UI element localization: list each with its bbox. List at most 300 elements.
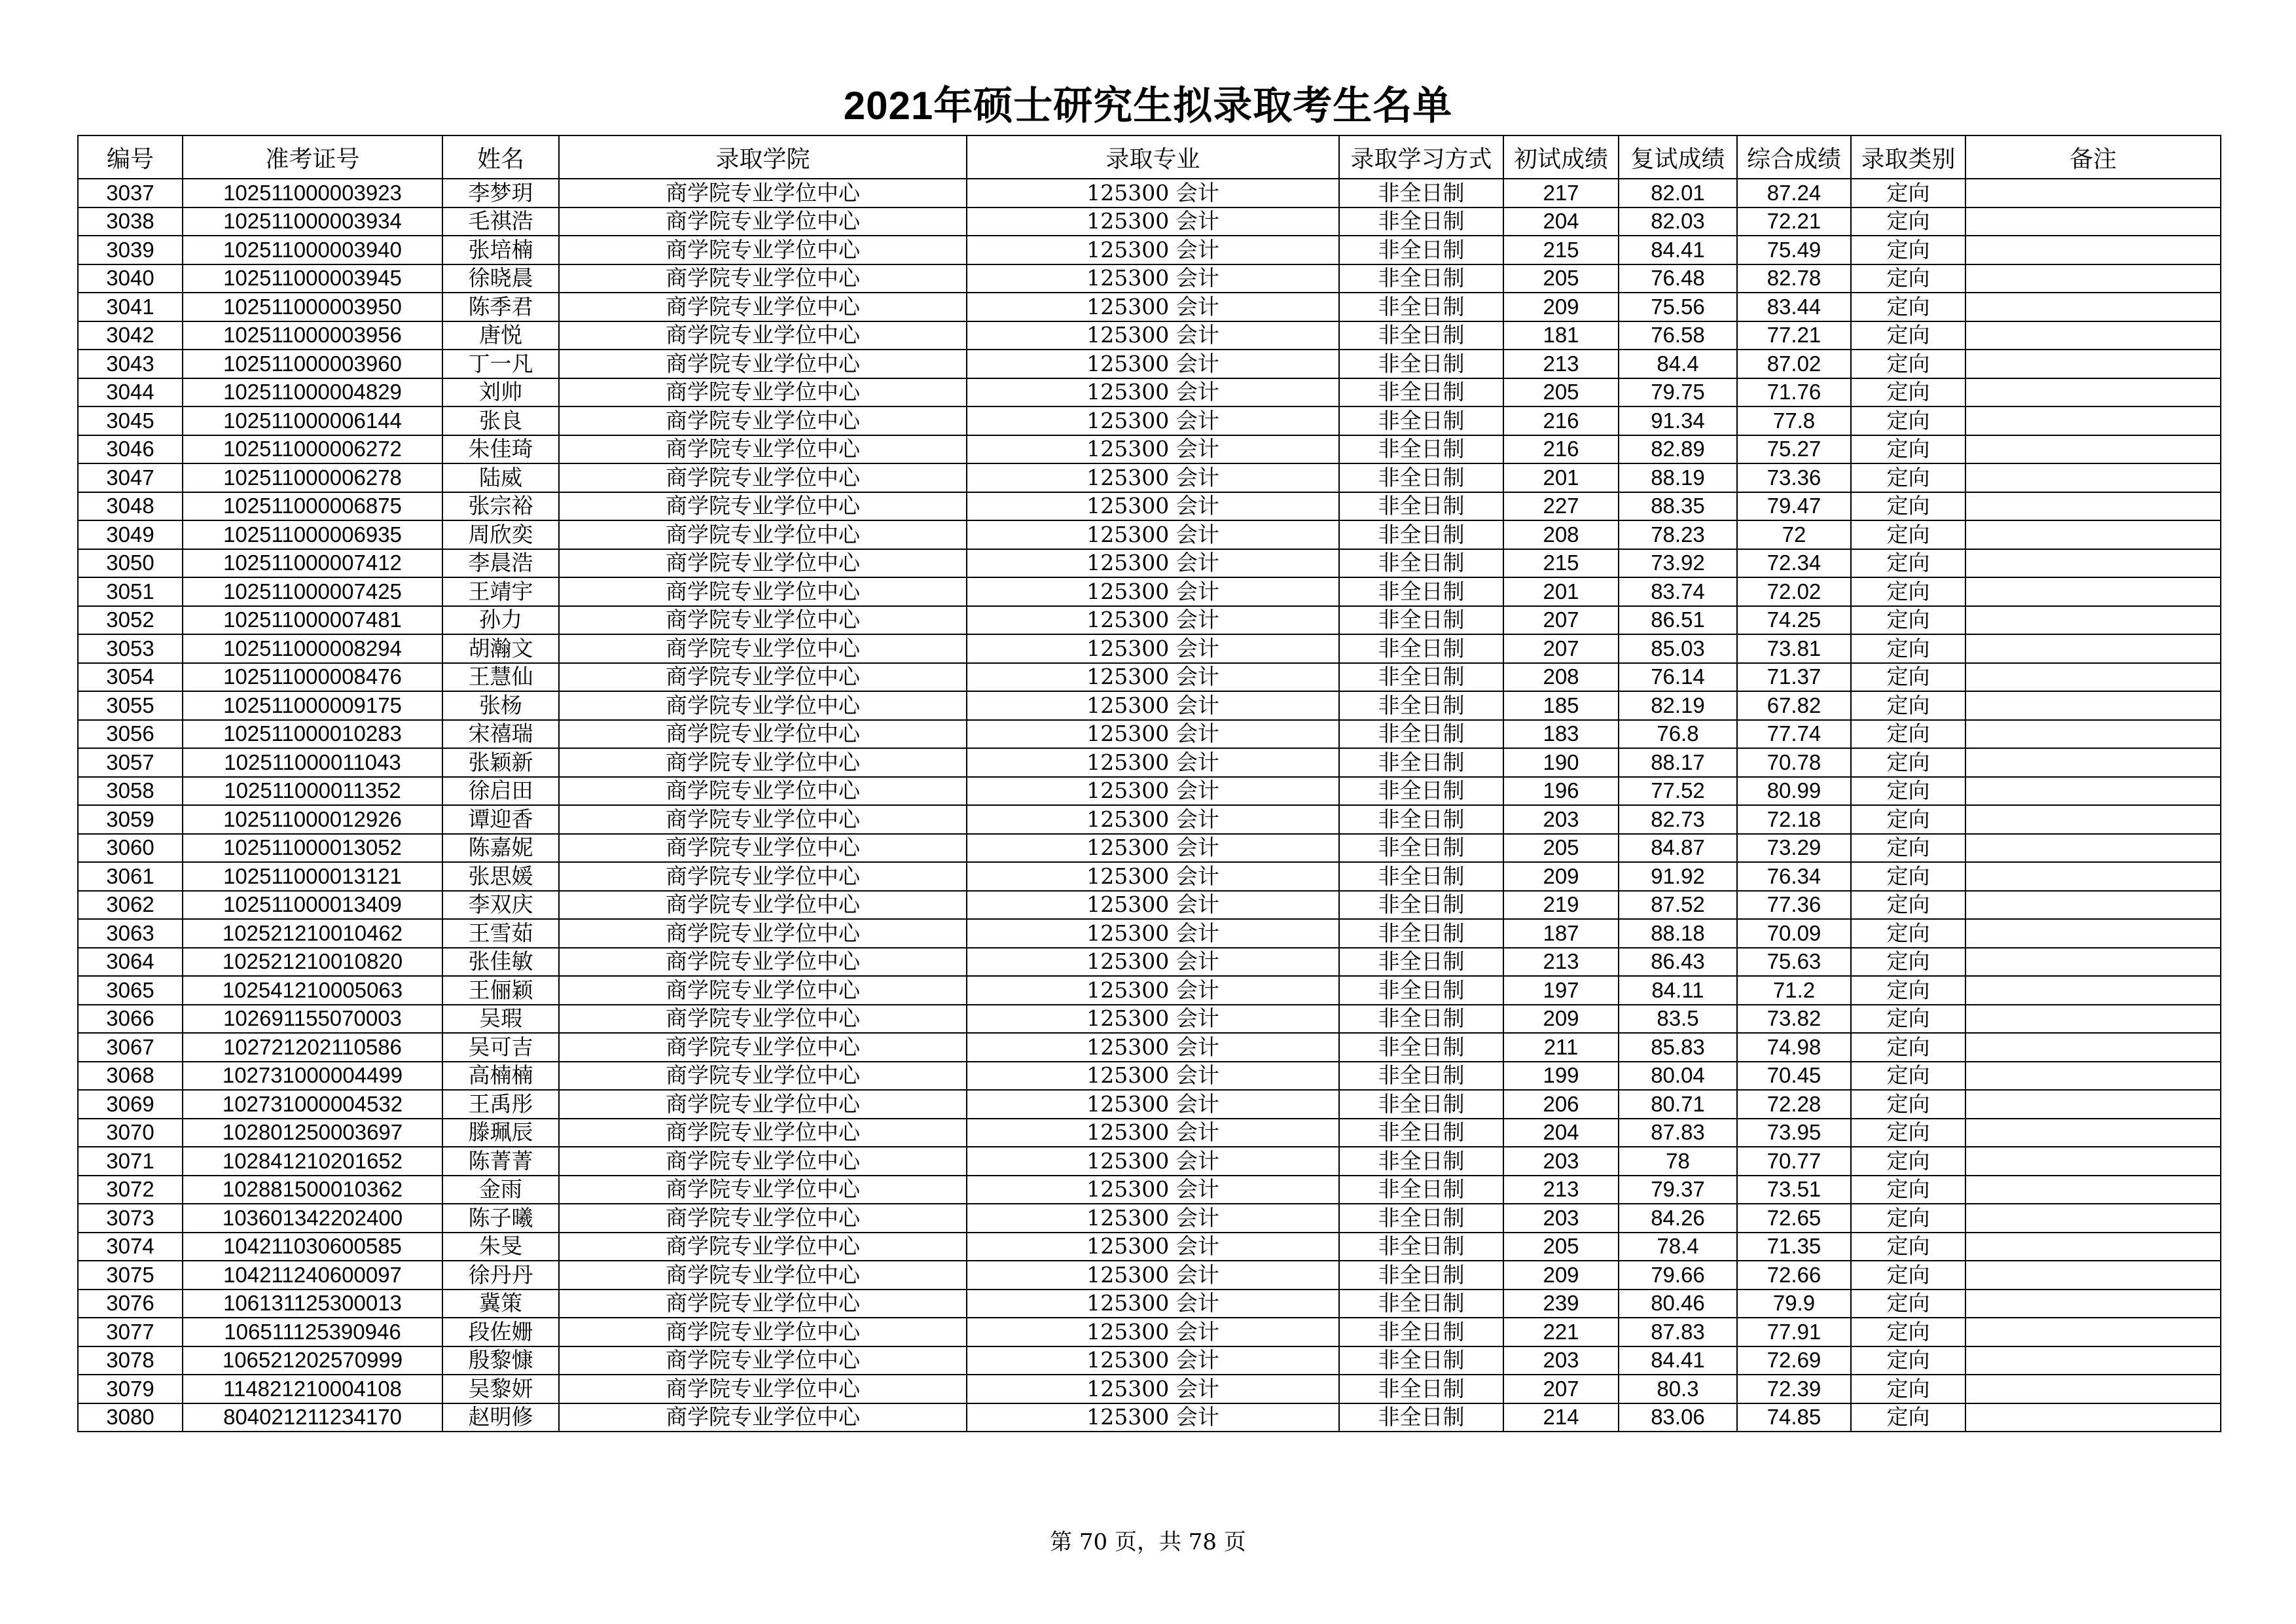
cell-prelim-score: 205 — [1503, 834, 1619, 863]
cell-prelim-score: 209 — [1503, 862, 1619, 891]
cell-college: 商学院专业学位中心 — [559, 435, 967, 464]
cell-category: 定向 — [1851, 948, 1965, 977]
cell-id: 3059 — [78, 805, 183, 834]
cell-total-score: 72.34 — [1737, 549, 1851, 578]
cell-college: 商学院专业学位中心 — [559, 1318, 967, 1346]
cell-id: 3068 — [78, 1062, 183, 1091]
cell-retest-score: 86.43 — [1619, 948, 1737, 977]
cell-remarks — [1965, 777, 2221, 806]
cell-prelim-score: 208 — [1503, 663, 1619, 692]
cell-name: 陆威 — [442, 463, 559, 492]
header-college: 录取学院 — [559, 135, 967, 179]
table-row — [78, 463, 2221, 492]
cell-retest-score: 78.4 — [1619, 1233, 1737, 1261]
cell-id: 3079 — [78, 1375, 183, 1403]
cell-college: 商学院专业学位中心 — [559, 1204, 967, 1233]
cell-retest-score: 84.4 — [1619, 350, 1737, 378]
cell-name: 陈子曦 — [442, 1204, 559, 1233]
cell-prelim-score: 207 — [1503, 634, 1619, 663]
table-row — [78, 834, 2221, 863]
cell-major: 125300 会计 — [967, 1176, 1339, 1204]
cell-major: 125300 会计 — [967, 236, 1339, 264]
cell-study-mode: 非全日制 — [1339, 549, 1503, 578]
cell-prelim-score: 213 — [1503, 948, 1619, 977]
cell-total-score: 75.27 — [1737, 435, 1851, 464]
cell-major: 125300 会计 — [967, 321, 1339, 350]
cell-study-mode: 非全日制 — [1339, 606, 1503, 635]
cell-exam-number: 102511000009175 — [183, 691, 442, 720]
cell-category: 定向 — [1851, 1005, 1965, 1034]
cell-major: 125300 会计 — [967, 293, 1339, 321]
cell-college: 商学院专业学位中心 — [559, 1346, 967, 1375]
cell-category: 定向 — [1851, 492, 1965, 521]
cell-remarks — [1965, 435, 2221, 464]
table-row — [78, 606, 2221, 635]
cell-study-mode: 非全日制 — [1339, 834, 1503, 863]
cell-retest-score: 76.48 — [1619, 264, 1737, 293]
cell-retest-score: 91.92 — [1619, 862, 1737, 891]
cell-remarks — [1965, 406, 2221, 435]
cell-id: 3078 — [78, 1346, 183, 1375]
cell-name: 毛祺浩 — [442, 208, 559, 236]
table-row — [78, 435, 2221, 464]
cell-remarks — [1965, 1176, 2221, 1204]
cell-id: 3053 — [78, 634, 183, 663]
cell-exam-number: 102511000011043 — [183, 748, 442, 777]
cell-retest-score: 82.19 — [1619, 691, 1737, 720]
cell-id: 3043 — [78, 350, 183, 378]
cell-college: 商学院专业学位中心 — [559, 1375, 967, 1403]
cell-major: 125300 会计 — [967, 463, 1339, 492]
cell-major: 125300 会计 — [967, 834, 1339, 863]
cell-college: 商学院专业学位中心 — [559, 1090, 967, 1119]
cell-category: 定向 — [1851, 1204, 1965, 1233]
cell-total-score: 77.74 — [1737, 720, 1851, 749]
cell-id: 3069 — [78, 1090, 183, 1119]
cell-college: 商学院专业学位中心 — [559, 406, 967, 435]
cell-id: 3052 — [78, 606, 183, 635]
cell-exam-number: 103601342202400 — [183, 1204, 442, 1233]
cell-exam-number: 102511000004829 — [183, 378, 442, 407]
cell-category: 定向 — [1851, 236, 1965, 264]
cell-prelim-score: 227 — [1503, 492, 1619, 521]
table-row — [78, 748, 2221, 777]
table-row — [78, 350, 2221, 378]
table-row — [78, 634, 2221, 663]
cell-exam-number: 102521210010462 — [183, 919, 442, 948]
cell-college: 商学院专业学位中心 — [559, 350, 967, 378]
cell-exam-number: 102691155070003 — [183, 1005, 442, 1034]
cell-exam-number: 102511000006935 — [183, 520, 442, 549]
cell-exam-number: 102511000013409 — [183, 891, 442, 920]
cell-remarks — [1965, 663, 2221, 692]
cell-name: 李双庆 — [442, 891, 559, 920]
cell-id: 3067 — [78, 1033, 183, 1062]
cell-id: 3064 — [78, 948, 183, 977]
table-row — [78, 720, 2221, 749]
cell-id: 3046 — [78, 435, 183, 464]
cell-college: 商学院专业学位中心 — [559, 1005, 967, 1034]
cell-prelim-score: 215 — [1503, 549, 1619, 578]
cell-study-mode: 非全日制 — [1339, 350, 1503, 378]
cell-major: 125300 会计 — [967, 634, 1339, 663]
cell-remarks — [1965, 378, 2221, 407]
cell-id: 3061 — [78, 862, 183, 891]
cell-major: 125300 会计 — [967, 577, 1339, 606]
cell-major: 125300 会计 — [967, 435, 1339, 464]
cell-prelim-score: 211 — [1503, 1033, 1619, 1062]
cell-id: 3073 — [78, 1204, 183, 1233]
cell-retest-score: 78 — [1619, 1147, 1737, 1176]
cell-remarks — [1965, 1119, 2221, 1147]
cell-retest-score: 80.71 — [1619, 1090, 1737, 1119]
cell-remarks — [1965, 891, 2221, 920]
cell-name: 徐启田 — [442, 777, 559, 806]
cell-retest-score: 84.11 — [1619, 976, 1737, 1005]
cell-exam-number: 102511000012926 — [183, 805, 442, 834]
cell-prelim-score: 206 — [1503, 1090, 1619, 1119]
cell-name: 滕珮辰 — [442, 1119, 559, 1147]
table-body — [78, 179, 2221, 1432]
cell-college: 商学院专业学位中心 — [559, 1233, 967, 1261]
table-row — [78, 179, 2221, 208]
cell-name: 徐丹丹 — [442, 1261, 559, 1290]
cell-name: 朱佳琦 — [442, 435, 559, 464]
cell-major: 125300 会计 — [967, 1005, 1339, 1034]
cell-total-score: 74.98 — [1737, 1033, 1851, 1062]
cell-id: 3050 — [78, 549, 183, 578]
cell-category: 定向 — [1851, 463, 1965, 492]
cell-id: 3039 — [78, 236, 183, 264]
cell-name: 徐晓晨 — [442, 264, 559, 293]
cell-retest-score: 82.73 — [1619, 805, 1737, 834]
cell-name: 金雨 — [442, 1176, 559, 1204]
cell-college: 商学院专业学位中心 — [559, 891, 967, 920]
cell-name: 吴可吉 — [442, 1033, 559, 1062]
cell-major: 125300 会计 — [967, 350, 1339, 378]
cell-retest-score: 79.66 — [1619, 1261, 1737, 1290]
cell-remarks — [1965, 179, 2221, 208]
cell-remarks — [1965, 948, 2221, 977]
cell-retest-score: 76.8 — [1619, 720, 1737, 749]
cell-total-score: 73.81 — [1737, 634, 1851, 663]
cell-major: 125300 会计 — [967, 1062, 1339, 1091]
cell-total-score: 71.35 — [1737, 1233, 1851, 1261]
cell-id: 3045 — [78, 406, 183, 435]
cell-college: 商学院专业学位中心 — [559, 862, 967, 891]
cell-name: 王慧仙 — [442, 663, 559, 692]
cell-prelim-score: 201 — [1503, 463, 1619, 492]
cell-study-mode: 非全日制 — [1339, 948, 1503, 977]
cell-major: 125300 会计 — [967, 606, 1339, 635]
cell-study-mode: 非全日制 — [1339, 520, 1503, 549]
cell-prelim-score: 181 — [1503, 321, 1619, 350]
cell-study-mode: 非全日制 — [1339, 691, 1503, 720]
cell-prelim-score: 199 — [1503, 1062, 1619, 1091]
cell-retest-score: 73.92 — [1619, 549, 1737, 578]
table-row — [78, 1375, 2221, 1403]
cell-major: 125300 会计 — [967, 1119, 1339, 1147]
cell-total-score: 70.45 — [1737, 1062, 1851, 1091]
table-row — [78, 321, 2221, 350]
table-row — [78, 1403, 2221, 1432]
cell-remarks — [1965, 834, 2221, 863]
cell-name: 张颖新 — [442, 748, 559, 777]
cell-category: 定向 — [1851, 179, 1965, 208]
cell-major: 125300 会计 — [967, 549, 1339, 578]
table-row — [78, 1290, 2221, 1318]
cell-college: 商学院专业学位中心 — [559, 208, 967, 236]
cell-id: 3054 — [78, 663, 183, 692]
cell-study-mode: 非全日制 — [1339, 663, 1503, 692]
cell-study-mode: 非全日制 — [1339, 236, 1503, 264]
header-remarks: 备注 — [1965, 135, 2221, 179]
cell-id: 3057 — [78, 748, 183, 777]
cell-name: 陈季君 — [442, 293, 559, 321]
cell-retest-score: 91.34 — [1619, 406, 1737, 435]
cell-name: 张杨 — [442, 691, 559, 720]
cell-remarks — [1965, 919, 2221, 948]
cell-remarks — [1965, 236, 2221, 264]
cell-category: 定向 — [1851, 293, 1965, 321]
cell-id: 3051 — [78, 577, 183, 606]
cell-category: 定向 — [1851, 577, 1965, 606]
table-row — [78, 577, 2221, 606]
cell-exam-number: 102511000003960 — [183, 350, 442, 378]
cell-college: 商学院专业学位中心 — [559, 264, 967, 293]
cell-retest-score: 78.23 — [1619, 520, 1737, 549]
cell-major: 125300 会计 — [967, 1204, 1339, 1233]
cell-study-mode: 非全日制 — [1339, 1403, 1503, 1432]
cell-total-score: 77.91 — [1737, 1318, 1851, 1346]
table-row — [78, 663, 2221, 692]
cell-name: 张培楠 — [442, 236, 559, 264]
cell-study-mode: 非全日制 — [1339, 1062, 1503, 1091]
cell-remarks — [1965, 720, 2221, 749]
cell-exam-number: 102511000006875 — [183, 492, 442, 521]
cell-retest-score: 80.3 — [1619, 1375, 1737, 1403]
cell-name: 王靖宇 — [442, 577, 559, 606]
cell-id: 3071 — [78, 1147, 183, 1176]
cell-remarks — [1965, 549, 2221, 578]
cell-college: 商学院专业学位中心 — [559, 777, 967, 806]
cell-id: 3038 — [78, 208, 183, 236]
cell-college: 商学院专业学位中心 — [559, 834, 967, 863]
cell-id: 3062 — [78, 891, 183, 920]
cell-category: 定向 — [1851, 208, 1965, 236]
cell-id: 3076 — [78, 1290, 183, 1318]
cell-name: 唐悦 — [442, 321, 559, 350]
cell-total-score: 72.69 — [1737, 1346, 1851, 1375]
cell-total-score: 79.9 — [1737, 1290, 1851, 1318]
cell-name: 张良 — [442, 406, 559, 435]
cell-total-score: 70.77 — [1737, 1147, 1851, 1176]
table-row — [78, 948, 2221, 977]
cell-prelim-score: 207 — [1503, 606, 1619, 635]
cell-remarks — [1965, 1318, 2221, 1346]
cell-category: 定向 — [1851, 1290, 1965, 1318]
cell-category: 定向 — [1851, 1090, 1965, 1119]
cell-study-mode: 非全日制 — [1339, 1375, 1503, 1403]
cell-college: 商学院专业学位中心 — [559, 948, 967, 977]
cell-college: 商学院专业学位中心 — [559, 577, 967, 606]
cell-major: 125300 会计 — [967, 406, 1339, 435]
table-row — [78, 1204, 2221, 1233]
cell-prelim-score: 205 — [1503, 378, 1619, 407]
cell-major: 125300 会计 — [967, 748, 1339, 777]
cell-total-score: 77.8 — [1737, 406, 1851, 435]
cell-name: 周欣奕 — [442, 520, 559, 549]
cell-category: 定向 — [1851, 1346, 1965, 1375]
cell-category: 定向 — [1851, 264, 1965, 293]
cell-retest-score: 77.52 — [1619, 777, 1737, 806]
table-row — [78, 236, 2221, 264]
cell-college: 商学院专业学位中心 — [559, 492, 967, 521]
cell-exam-number: 104211240600097 — [183, 1261, 442, 1290]
cell-total-score: 71.37 — [1737, 663, 1851, 692]
cell-study-mode: 非全日制 — [1339, 463, 1503, 492]
cell-major: 125300 会计 — [967, 208, 1339, 236]
cell-prelim-score: 183 — [1503, 720, 1619, 749]
cell-category: 定向 — [1851, 606, 1965, 635]
cell-prelim-score: 196 — [1503, 777, 1619, 806]
cell-category: 定向 — [1851, 891, 1965, 920]
table-row — [78, 1119, 2221, 1147]
table-row — [78, 1005, 2221, 1034]
cell-major: 125300 会计 — [967, 919, 1339, 948]
cell-major: 125300 会计 — [967, 663, 1339, 692]
cell-remarks — [1965, 1261, 2221, 1290]
table-row — [78, 1233, 2221, 1261]
table-row — [78, 805, 2221, 834]
cell-remarks — [1965, 520, 2221, 549]
cell-id: 3077 — [78, 1318, 183, 1346]
cell-id: 3065 — [78, 976, 183, 1005]
cell-study-mode: 非全日制 — [1339, 264, 1503, 293]
cell-retest-score: 83.74 — [1619, 577, 1737, 606]
cell-name: 吴瑕 — [442, 1005, 559, 1034]
cell-id: 3060 — [78, 834, 183, 863]
cell-college: 商学院专业学位中心 — [559, 663, 967, 692]
cell-name: 王雪茹 — [442, 919, 559, 948]
cell-exam-number: 106131125300013 — [183, 1290, 442, 1318]
cell-college: 商学院专业学位中心 — [559, 1290, 967, 1318]
cell-prelim-score: 208 — [1503, 520, 1619, 549]
cell-exam-number: 102511000006278 — [183, 463, 442, 492]
page-title: 2021年硕士研究生拟录取考生名单 — [843, 84, 1453, 128]
cell-total-score: 75.49 — [1737, 236, 1851, 264]
cell-id: 3074 — [78, 1233, 183, 1261]
cell-id: 3056 — [78, 720, 183, 749]
cell-major: 125300 会计 — [967, 1403, 1339, 1432]
cell-total-score: 73.36 — [1737, 463, 1851, 492]
cell-category: 定向 — [1851, 1147, 1965, 1176]
cell-exam-number: 804021211234170 — [183, 1403, 442, 1432]
cell-retest-score: 75.56 — [1619, 293, 1737, 321]
cell-prelim-score: 203 — [1503, 805, 1619, 834]
cell-category: 定向 — [1851, 1403, 1965, 1432]
cell-college: 商学院专业学位中心 — [559, 1033, 967, 1062]
cell-study-mode: 非全日制 — [1339, 1261, 1503, 1290]
cell-retest-score: 76.58 — [1619, 321, 1737, 350]
cell-college: 商学院专业学位中心 — [559, 1119, 967, 1147]
cell-major: 125300 会计 — [967, 492, 1339, 521]
cell-name: 孙力 — [442, 606, 559, 635]
cell-retest-score: 82.03 — [1619, 208, 1737, 236]
cell-exam-number: 106511125390946 — [183, 1318, 442, 1346]
cell-total-score: 67.82 — [1737, 691, 1851, 720]
cell-total-score: 72.65 — [1737, 1204, 1851, 1233]
cell-college: 商学院专业学位中心 — [559, 378, 967, 407]
cell-study-mode: 非全日制 — [1339, 179, 1503, 208]
cell-major: 125300 会计 — [967, 1147, 1339, 1176]
cell-remarks — [1965, 577, 2221, 606]
cell-category: 定向 — [1851, 720, 1965, 749]
table-row — [78, 1346, 2221, 1375]
cell-remarks — [1965, 1403, 2221, 1432]
cell-name: 胡瀚文 — [442, 634, 559, 663]
table-row — [78, 777, 2221, 806]
cell-prelim-score: 213 — [1503, 350, 1619, 378]
cell-college: 商学院专业学位中心 — [559, 1176, 967, 1204]
cell-retest-score: 79.75 — [1619, 378, 1737, 407]
cell-study-mode: 非全日制 — [1339, 720, 1503, 749]
cell-category: 定向 — [1851, 406, 1965, 435]
cell-category: 定向 — [1851, 1261, 1965, 1290]
cell-category: 定向 — [1851, 691, 1965, 720]
table-row — [78, 293, 2221, 321]
cell-retest-score: 80.04 — [1619, 1062, 1737, 1091]
cell-retest-score: 88.18 — [1619, 919, 1737, 948]
cell-prelim-score: 239 — [1503, 1290, 1619, 1318]
cell-college: 商学院专业学位中心 — [559, 549, 967, 578]
cell-study-mode: 非全日制 — [1339, 1318, 1503, 1346]
cell-name: 丁一凡 — [442, 350, 559, 378]
cell-category: 定向 — [1851, 1176, 1965, 1204]
cell-total-score: 71.2 — [1737, 976, 1851, 1005]
cell-prelim-score: 221 — [1503, 1318, 1619, 1346]
table-row — [78, 919, 2221, 948]
table-row — [78, 378, 2221, 407]
cell-exam-number: 102511000006272 — [183, 435, 442, 464]
cell-total-score: 70.09 — [1737, 919, 1851, 948]
cell-study-mode: 非全日制 — [1339, 435, 1503, 464]
cell-major: 125300 会计 — [967, 976, 1339, 1005]
cell-major: 125300 会计 — [967, 264, 1339, 293]
table-row — [78, 406, 2221, 435]
cell-category: 定向 — [1851, 378, 1965, 407]
cell-exam-number: 102511000013121 — [183, 862, 442, 891]
cell-category: 定向 — [1851, 976, 1965, 1005]
cell-total-score: 73.82 — [1737, 1005, 1851, 1034]
cell-id: 3070 — [78, 1119, 183, 1147]
cell-remarks — [1965, 634, 2221, 663]
cell-college: 商学院专业学位中心 — [559, 1147, 967, 1176]
cell-study-mode: 非全日制 — [1339, 891, 1503, 920]
cell-college: 商学院专业学位中心 — [559, 179, 967, 208]
cell-name: 宋禧瑞 — [442, 720, 559, 749]
cell-exam-number: 102511000010283 — [183, 720, 442, 749]
table-row — [78, 549, 2221, 578]
cell-total-score: 87.24 — [1737, 179, 1851, 208]
cell-id: 3044 — [78, 378, 183, 407]
cell-exam-number: 102521210010820 — [183, 948, 442, 977]
table-row — [78, 1147, 2221, 1176]
table-header-row — [78, 135, 2221, 179]
cell-college: 商学院专业学位中心 — [559, 293, 967, 321]
cell-category: 定向 — [1851, 549, 1965, 578]
cell-id: 3072 — [78, 1176, 183, 1204]
